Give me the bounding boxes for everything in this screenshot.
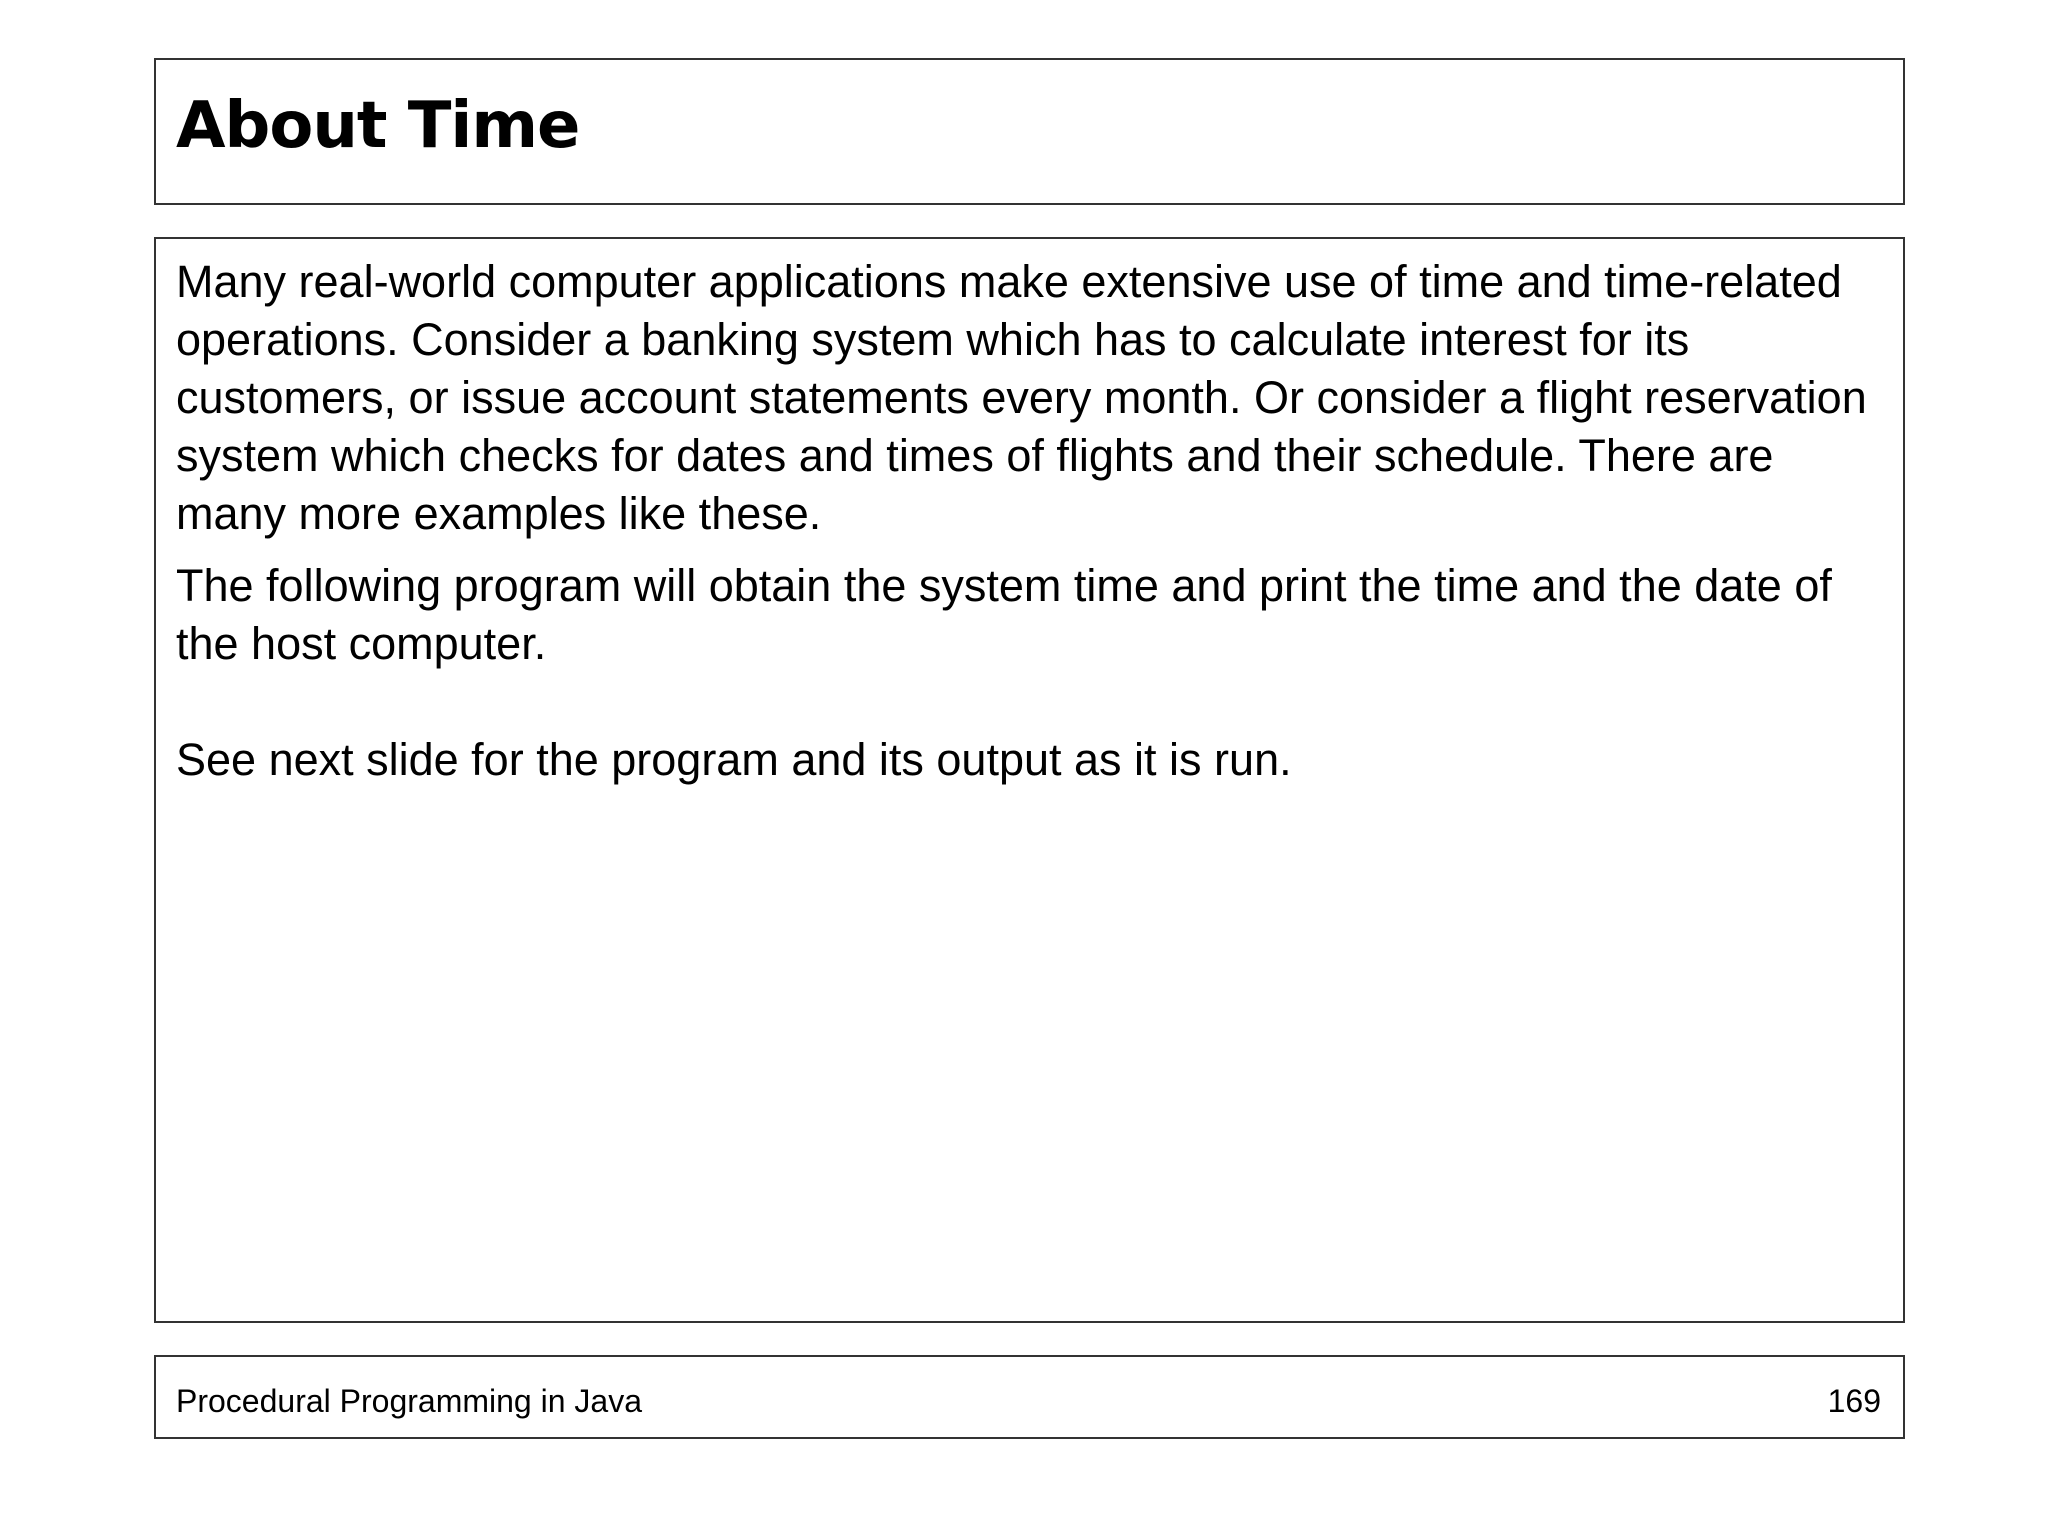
slide-content-box: [154, 237, 1905, 1323]
slide-title-box: [154, 58, 1905, 205]
footer-course-title: Procedural Programming in Java: [176, 1383, 642, 1419]
body-paragraph-intro: Many real-world computer applications make extensive use of time and time-related operations. Consider a banking system which has to calculate interest for its customers, or issue account statements every month. Or consider a flight reservation system which checks for dates and times of flights and their schedule. There are many more examples like these.: [176, 256, 1867, 539]
slide-body: [176, 253, 1886, 789]
slide-title: About Time: [176, 89, 580, 163]
slide-footer: [154, 1355, 1905, 1439]
footer-page-number: 169: [1827, 1383, 1881, 1419]
body-paragraph-next-slide-note: See next slide for the program and its output as it is run.: [176, 734, 1292, 785]
body-paragraph-program-description: The following program will obtain the system time and print the time and the date of the host computer.: [176, 560, 1832, 669]
